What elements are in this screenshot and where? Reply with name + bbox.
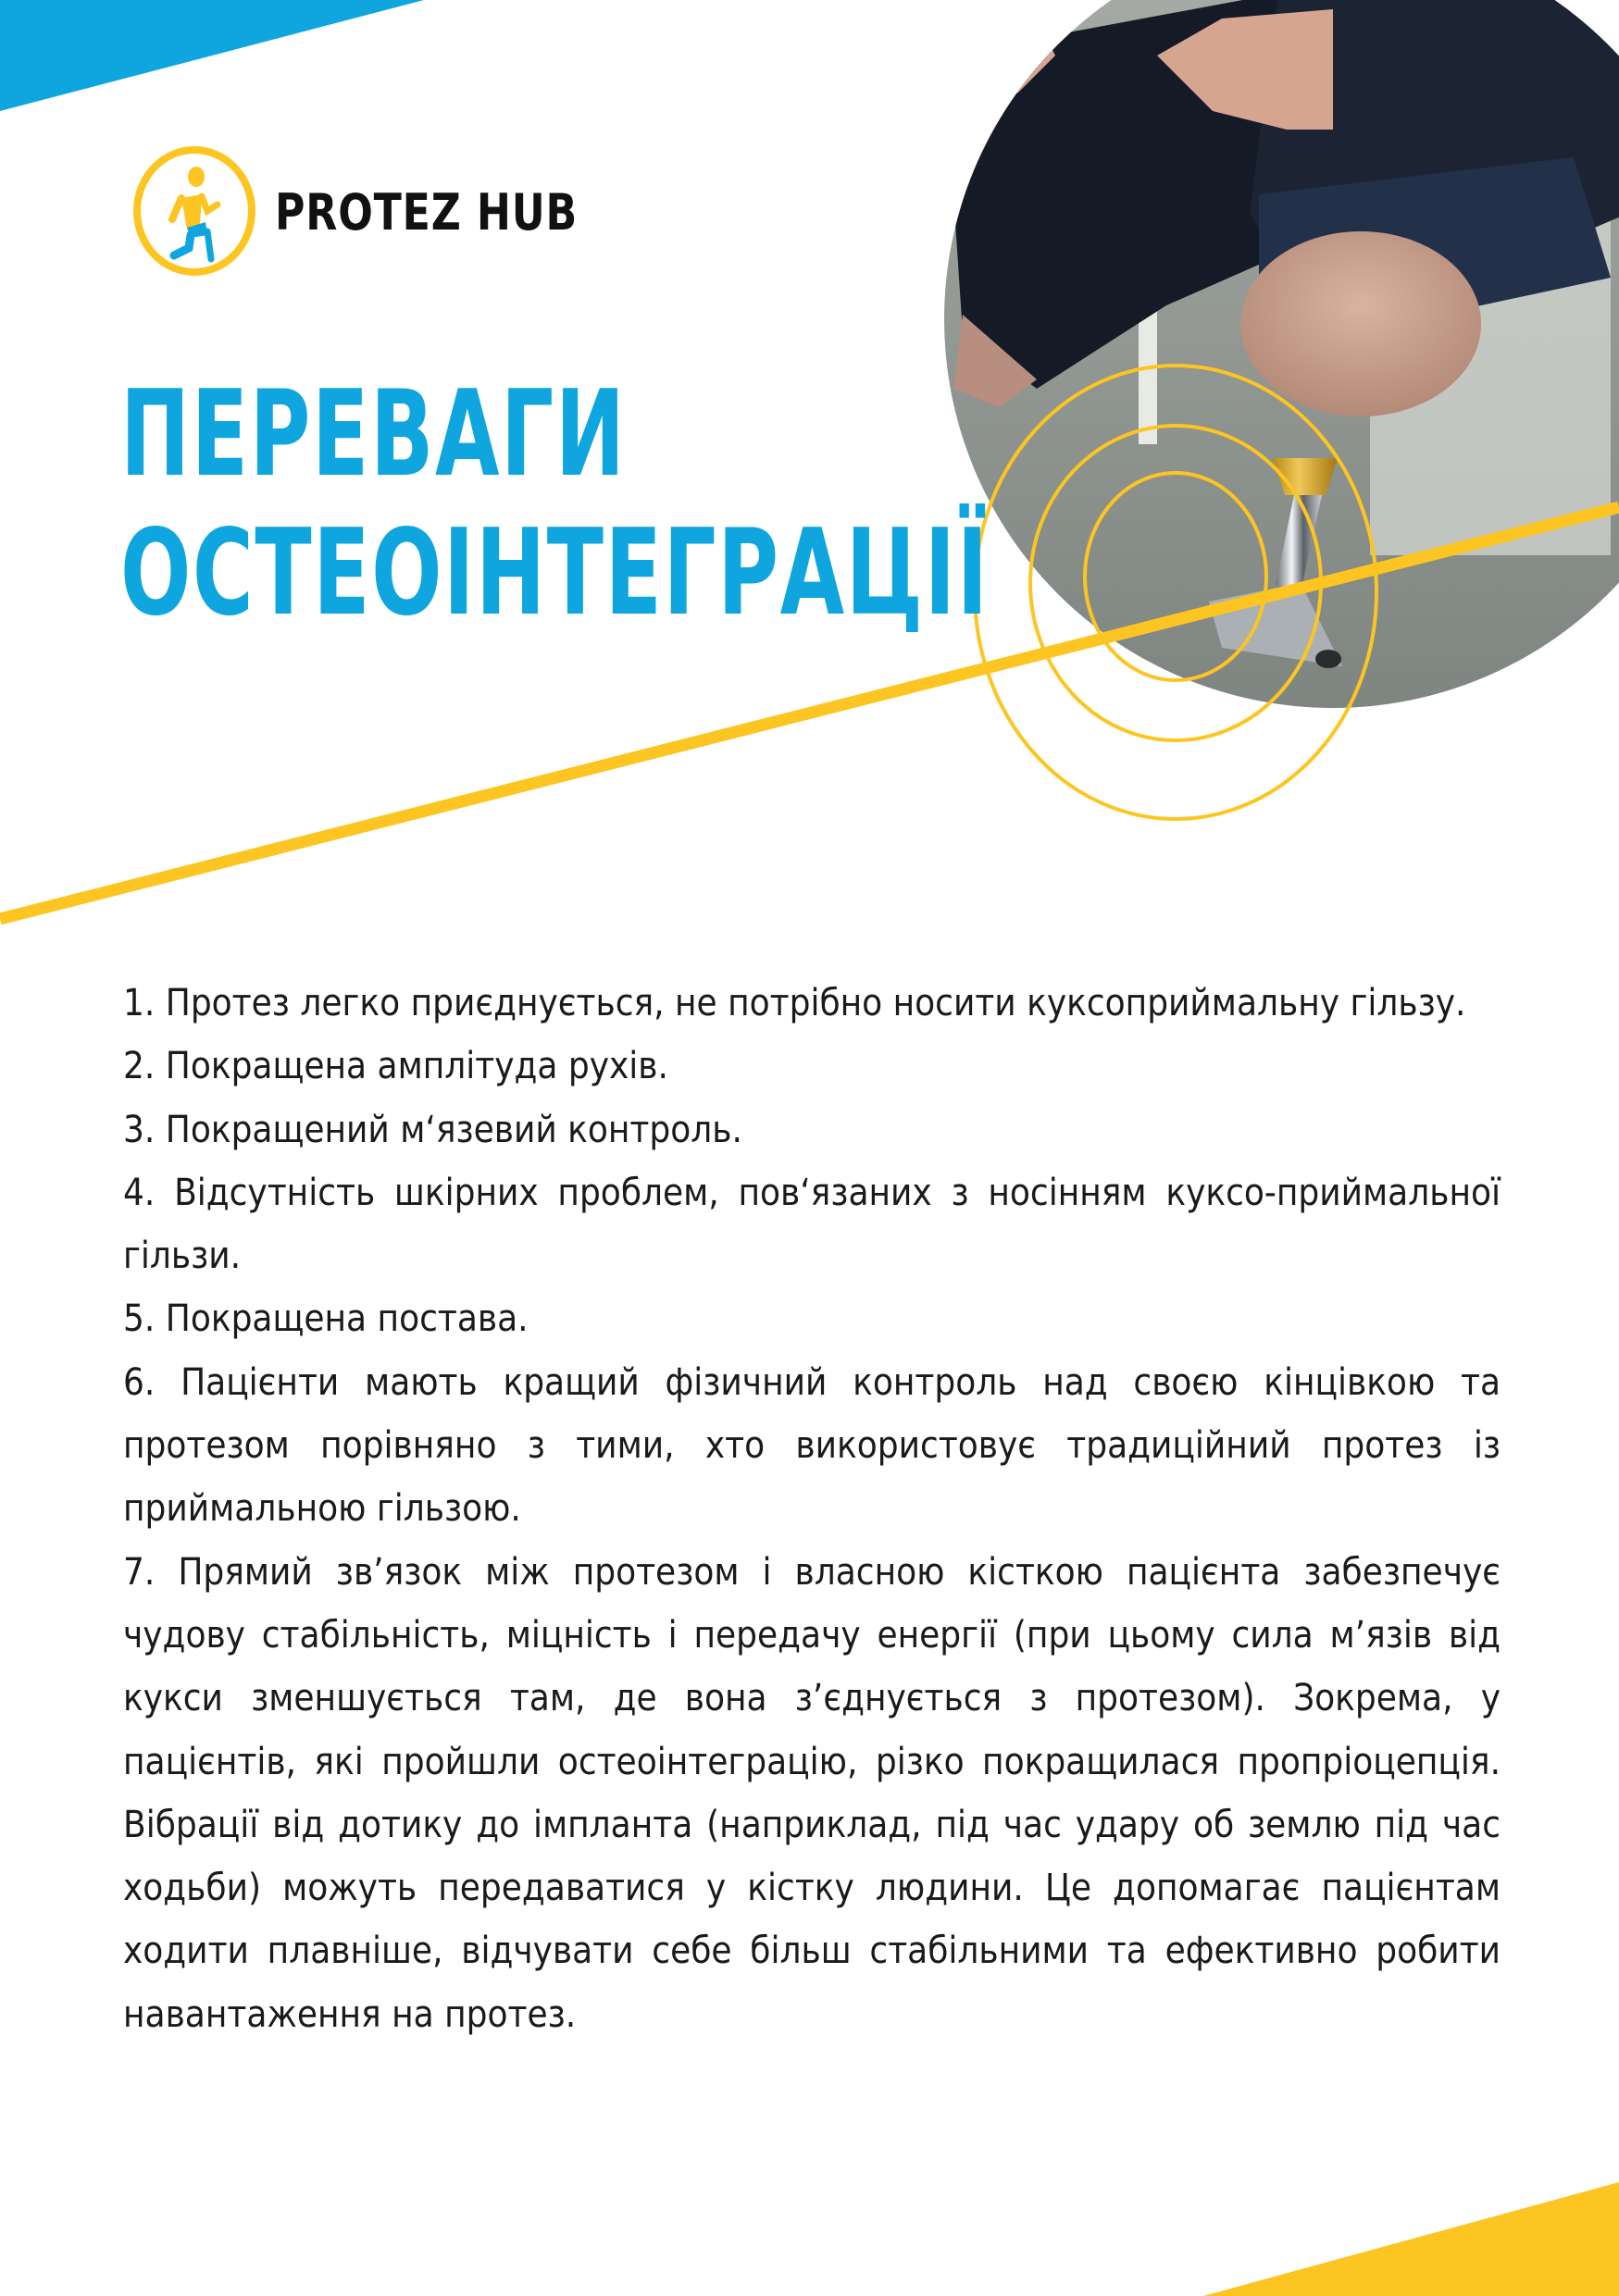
yellow-corner-shape — [1203, 2182, 1619, 2296]
advantage-item: 3. Покращений м‘язевий контроль. — [123, 1108, 742, 1151]
advantage-item: 1. Протез легко приєднується, не потрібно носити куксоприймальну гільзу. — [123, 982, 1466, 1024]
title-line-1: ПЕРЕВАГИ — [120, 366, 627, 503]
page-title — [120, 366, 990, 643]
advantage-item: 2. Покращена амплітуда рухів. — [123, 1045, 668, 1088]
advantage-item: 7. Прямий зв’язок між протезом і власною кісткою пацієнта забезпечує чудову стабільність, міцність і передачу енергії (при цьому сила м’язів від кукси зменшується там, де вона з’єднується з протезом). Зокрема, у пацієнтів, які пройшли остеоінтеграцію, різко покращилася пропріоцепція. Вібрації від дотику до імпланта (наприклад, під час удару об землю під час ходьби) можуть передаватися у кістку людини. Це допомагає пацієнтам ходити плавніше, відчувати себе більш стабільними та ефективно робити навантаження на протез. — [123, 1550, 1501, 2036]
running-person-prosthetic-leg-icon — [130, 146, 259, 276]
photo-circle — [926, 0, 1619, 740]
title-line-2: ОСТЕОІНТЕГРАЦІЇ — [120, 504, 990, 642]
advantage-item: 6. Пацієнти мають кращий фізичний контроль над своєю кінцівкою та протезом порівняно з тими, хто використовує традиційний протез із приймальною гільзою. — [123, 1360, 1501, 1531]
brand-logo — [130, 146, 579, 276]
advantage-item: 5. Покращена постава. — [123, 1297, 529, 1341]
blue-corner-shape — [0, 0, 424, 111]
advantages-list — [123, 972, 1501, 2046]
brand-name: PROTEZ HUB — [275, 183, 579, 242]
advantage-item: 4. Відсутність шкірних проблем, пов‘язаних з носінням куксо-приймальної гільзи. — [123, 1171, 1501, 1278]
